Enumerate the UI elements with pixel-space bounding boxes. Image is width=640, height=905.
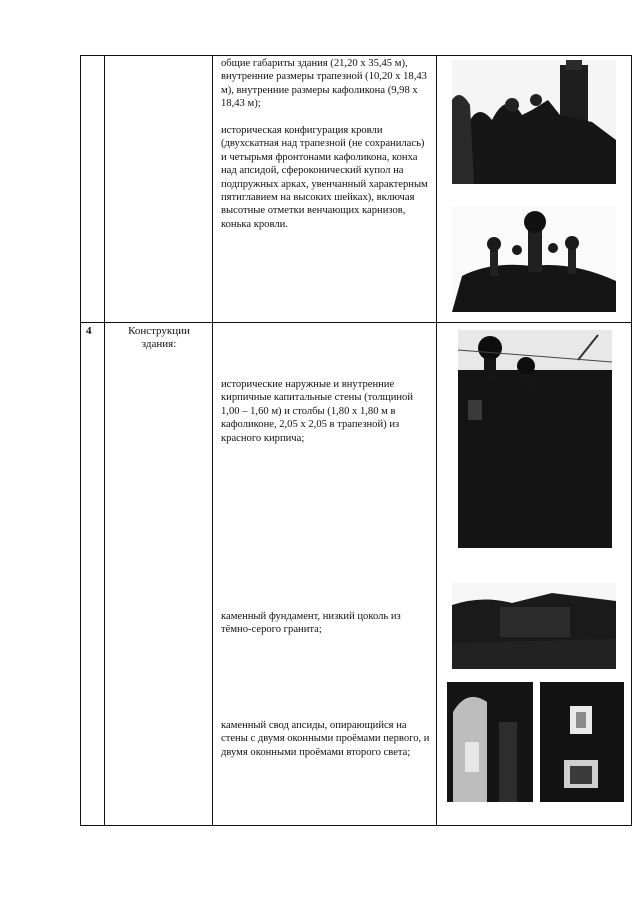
- table-col-divider-1: [104, 55, 105, 825]
- church-domes-photo-2: [452, 206, 616, 312]
- foundation-photo: [452, 583, 616, 669]
- church-exterior-photo-1: [452, 60, 616, 184]
- row3-dimensions-text: общие габариты здания (21,20 х 35,45 м), внутренние размеры трапезной (10,20 х 18,43 м), внутренние размеры кафоликона (9,98 х 18,43 м);: [221, 58, 427, 110]
- church-walls-photo-3: [458, 330, 612, 548]
- table-top-border: [80, 55, 632, 56]
- row4-foundation-text: каменный фундамент, низкий цоколь из тёмно-серого гранита;: [221, 611, 401, 636]
- table-col-divider-3: [436, 55, 437, 825]
- row3-roof-text: историческая конфигурация кровли (двухскатная над трапезной (не сохранилась) и четырьмя фронтонами кафоликона, конха над апсидой, сфероконический купол на подпружных арках, увенчанный характерным пятиглавием на высоких шейках), включая высотные отметки венчающих карнизов, конька кровли.: [221, 125, 428, 230]
- table-right-border: [631, 55, 632, 825]
- apse-interior-photo-2: [540, 682, 624, 802]
- apse-interior-photo-1: [447, 682, 533, 802]
- table-left-border: [80, 55, 81, 825]
- row4-title: Конструкции здания:: [128, 325, 190, 350]
- row4-apse-vault-text: каменный свод апсиды, опирающийся на стены с двумя оконными проёмами первого, и двумя оконными проёмами второго света;: [221, 720, 430, 758]
- row-divider: [80, 322, 632, 323]
- row4-number: 4: [86, 325, 92, 337]
- table-bottom-border: [80, 825, 632, 826]
- table-col-divider-2: [212, 55, 213, 825]
- row4-walls-text: исторические наружные и внутренние кирпичные капитальные стены (толщиной 1,00 – 1,60 м) и столбы (1,80 х 1,80 м в кафоликоне, 2,05 х 2,05 в трапезной) из красного кирпича;: [221, 379, 414, 444]
